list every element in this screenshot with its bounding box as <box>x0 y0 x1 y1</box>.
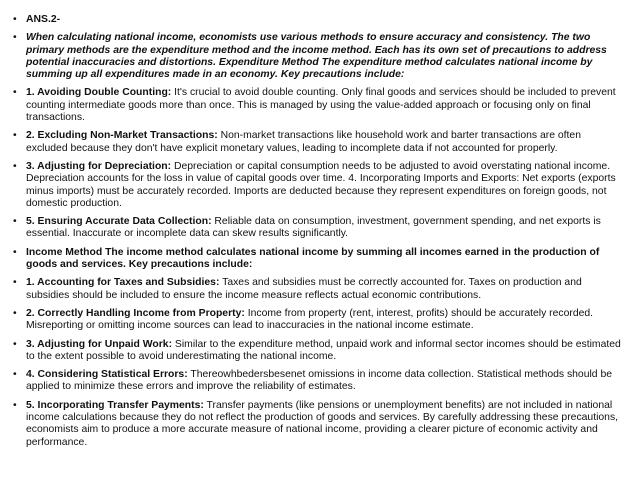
bullet: • <box>13 14 17 25</box>
item-heading: 2. Excluding Non-Market Transactions: <box>26 130 218 142</box>
item-heading: 3. Adjusting for Depreciation: <box>26 160 172 172</box>
item-heading: 2. Correctly Handling Income from Property: <box>26 307 245 319</box>
list-item <box>13 369 624 394</box>
list-item <box>13 400 624 449</box>
item-text: Non-market transactions like household work and barter transactions are often excluded because they don't have explicit monetary values, leading to incomplete data if not accounted for properly. <box>26 130 581 154</box>
bullet: • <box>13 160 17 172</box>
bullet: • <box>13 277 17 289</box>
list-item <box>13 161 624 210</box>
income-method-text: Income Method The income method calculates national income by summing all incomes earned in the production of goods and services. Key precautions include: <box>26 246 600 271</box>
item-heading: 5. Ensuring Accurate Data Collection: <box>26 216 212 228</box>
bullet: • <box>13 246 17 258</box>
item-heading: 4. Considering Statistical Errors: <box>26 369 188 381</box>
bullet: • <box>13 87 17 99</box>
intro-text: When calculating national income, economists use various methods to ensure accuracy and consistency. The two primary methods are the expenditure method and the income method. Each has its own set of precautions to address potential inaccuracies and distortions. Expenditure Method The expenditure method calculates national income by summing up all expenditures made in an economy. Key precautions include: <box>26 32 607 81</box>
list-item <box>13 87 624 124</box>
item-text: Depreciation or capital consumption needs to be adjusted to avoid overstating national income. Depreciation accounts for the loss in value of capital goods over time. 4. Incorporating Imports and Exports: Net exports (exports minus imports) must be accurately recorded. Imports are deducted because they represent expenditures on foreign goods, not domestic production. <box>26 160 616 209</box>
bullet: • <box>13 307 17 319</box>
answer-heading <box>13 14 624 26</box>
income-method-paragraph <box>13 247 624 272</box>
item-text: Similar to the expenditure method, unpaid work and informal sector incomes should be estimated to the extent possible to avoid underestimating the national income. <box>26 338 621 362</box>
list-item <box>13 339 624 364</box>
list-item <box>13 216 624 241</box>
intro-paragraph <box>13 32 624 81</box>
bullet: • <box>13 216 17 228</box>
item-text: It's crucial to avoid double counting. Only final goods and services should be included to prevent counting intermediate goods more than once. This is managed by using the value-added approach or focusing only on final transactions. <box>26 87 616 124</box>
bullet: • <box>13 369 17 381</box>
item-text: Taxes and subsidies must be correctly accounted for. Taxes on production and subsidies should be included to ensure the income measure reflects actual economic contributions. <box>26 277 582 301</box>
bullet: • <box>13 32 17 44</box>
item-text: Reliable data on consumption, investment, government spending, and net exports is essential. Inaccurate or incomplete data can skew results significantly. <box>26 216 601 240</box>
bullet: • <box>13 338 17 350</box>
bullet: • <box>13 130 17 142</box>
item-heading: 5. Incorporating Transfer Payments: <box>26 399 204 411</box>
answer-label: ANS.2- <box>26 14 61 25</box>
item-text: Transfer payments (like pensions or unemployment benefits) are not included in national income calculations because they do not reflect the production of goods and services. By carefully addressing these precautions, economists aim to produce a more accurate measure of national income, providing a clearer picture of economic activity and performance. <box>26 399 619 448</box>
item-heading: 3. Adjusting for Unpaid Work: <box>26 338 173 350</box>
item-text: Thereowhbedersbesenet omissions in income data collection. Statistical methods should be applied to minimize these errors and improve the reliability of estimates. <box>26 369 613 393</box>
item-text: Income from property (rent, interest, profits) should be accurately recorded. Misreporting or omitting income sources can lead to inaccuracies in the national income estimate. <box>26 307 594 332</box>
item-heading: 1. Avoiding Double Counting: <box>26 87 172 99</box>
item-heading: 1. Accounting for Taxes and Subsidies: <box>26 277 220 289</box>
list-item <box>13 277 624 302</box>
list-item <box>13 308 624 333</box>
bullet: • <box>13 399 17 411</box>
list-item <box>13 130 624 155</box>
